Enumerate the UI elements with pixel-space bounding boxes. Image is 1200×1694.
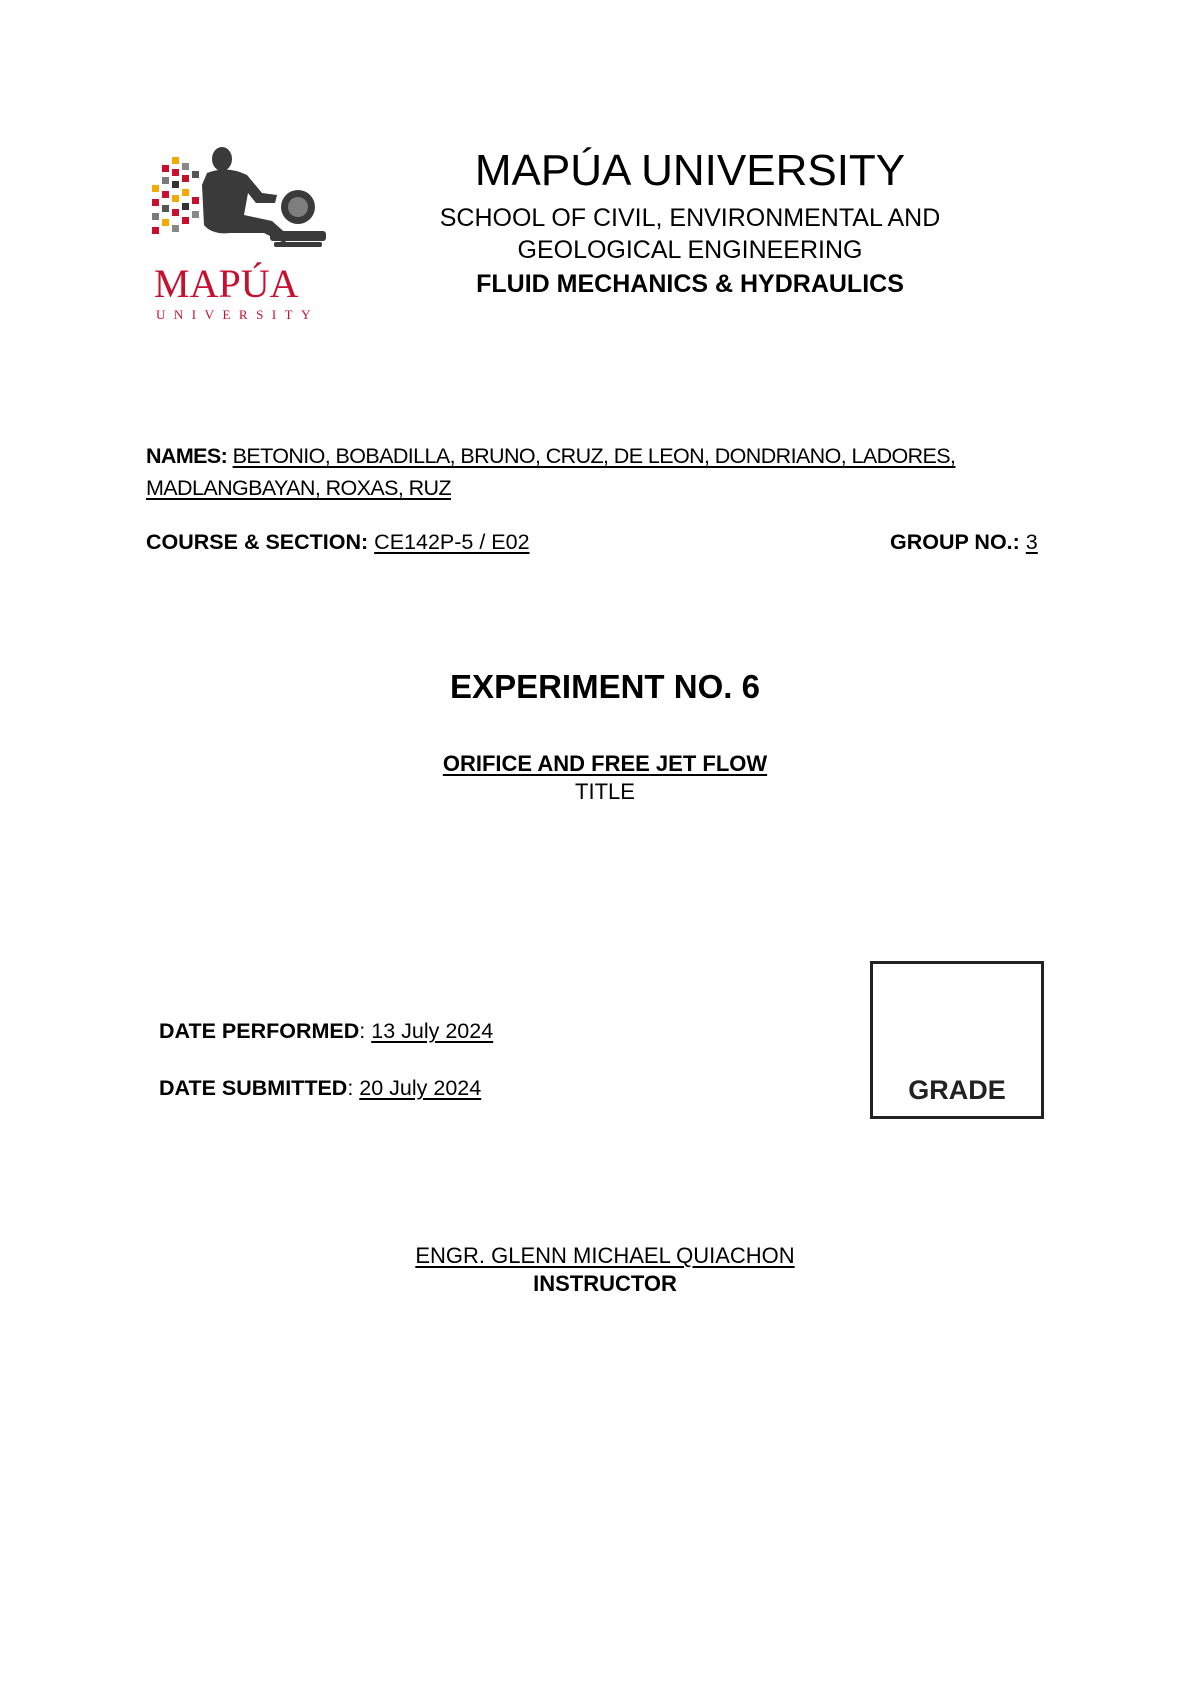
- names-value-line-2: MADLANGBAYAN, ROXAS, RUZ: [146, 476, 451, 500]
- grade-label: GRADE: [908, 1075, 1006, 1105]
- date-performed-field: DATE PERFORMED: 13 July 2024: [159, 1019, 494, 1043]
- logo-subtext: UNIVERSITY: [156, 307, 319, 322]
- logo-figure: [202, 147, 326, 247]
- names-value-line-1: BETONIO, BOBADILLA, BRUNO, CRUZ, DE LEON, DONDRIANO, LADORES,: [232, 444, 956, 468]
- date-submitted-field: DATE SUBMITTED: 20 July 2024: [159, 1076, 482, 1100]
- names-field: [146, 440, 1066, 504]
- grade-box: [870, 961, 1044, 1119]
- group-value: 3: [1025, 530, 1038, 554]
- experiment-title-value: ORIFICE AND FREE JET FLOW: [442, 751, 768, 776]
- school-name: [380, 202, 1000, 266]
- experiment-title: [0, 750, 1200, 778]
- course-label: COURSE & SECTION:: [146, 530, 369, 554]
- group-number-field: [890, 527, 1038, 557]
- date-performed-value: 13 July 2024: [371, 1019, 494, 1043]
- logo-wordmark: MAPÚA: [154, 261, 299, 306]
- date-submitted-label: DATE SUBMITTED: [159, 1076, 348, 1100]
- instructor-name: ENGR. GLENN MICHAEL QUIACHON: [415, 1243, 795, 1268]
- date-performed-label: DATE PERFORMED: [159, 1019, 360, 1043]
- experiment-title-label: TITLE: [575, 779, 635, 804]
- course-section-field: [146, 527, 530, 557]
- names-label: NAMES:: [146, 444, 228, 468]
- logo-pixel-mosaic: [152, 157, 199, 234]
- school-line-1: SCHOOL OF CIVIL, ENVIRONMENTAL AND: [439, 204, 941, 232]
- university-logo: [152, 145, 342, 325]
- department-name: FLUID MECHANICS & HYDRAULICS: [476, 270, 904, 298]
- instructor-name-wrap: [0, 1242, 1200, 1270]
- experiment-heading: EXPERIMENT NO. 6: [450, 668, 760, 705]
- group-label: GROUP NO.:: [890, 530, 1020, 554]
- school-line-2: GEOLOGICAL ENGINEERING: [517, 236, 863, 264]
- course-value: CE142P-5 / E02: [374, 530, 530, 554]
- date-submitted-value: 20 July 2024: [359, 1076, 482, 1100]
- university-title: MAPÚA UNIVERSITY: [474, 146, 906, 195]
- instructor-label: INSTRUCTOR: [533, 1271, 677, 1296]
